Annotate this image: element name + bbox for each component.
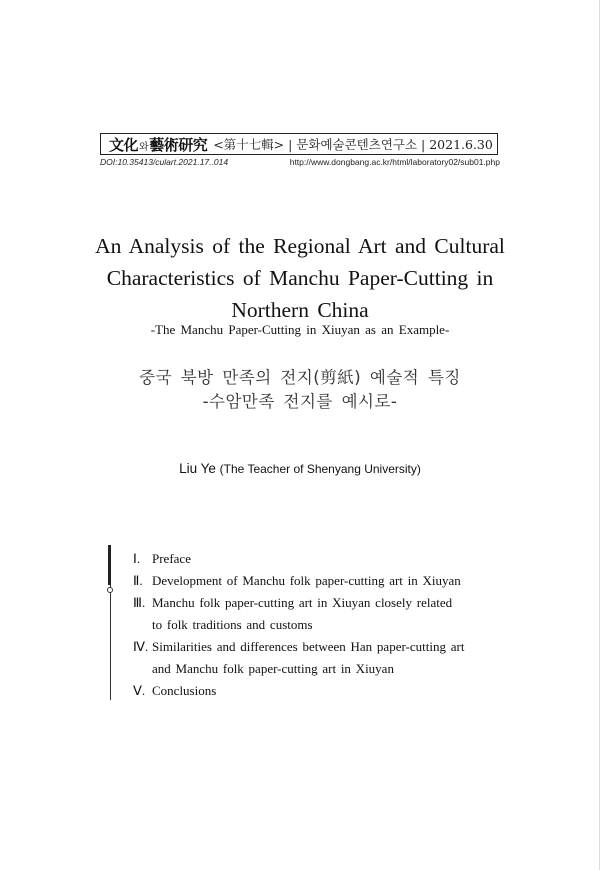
korean-subtitle-line: -수암만족 전지를 예시로- xyxy=(202,392,398,411)
toc-item xyxy=(133,680,513,702)
logo-tail: 藝術研究 xyxy=(149,135,208,154)
toc-text: Manchu folk paper-cutting art in Xiuyan closely related xyxy=(152,595,453,610)
toc-text: Preface xyxy=(152,551,191,566)
journal-issue-info: <第十七輯> | 문화예술콘텐츠연구소 | 2021.6.30 xyxy=(213,137,493,152)
toc-number: Ⅲ. xyxy=(133,595,146,610)
toc-text: Conclusions xyxy=(152,683,217,698)
journal-header xyxy=(100,133,498,155)
toc-text: Development of Manchu folk paper-cutting art in Xiuyan xyxy=(152,573,461,588)
toc-number: Ⅰ. xyxy=(133,551,141,566)
toc-number: Ⅱ. xyxy=(133,573,143,588)
toc-accent-bar xyxy=(108,545,111,585)
toc-text: and Manchu folk paper-cutting art in Xiuyan xyxy=(152,661,394,676)
title-line: Northern China xyxy=(231,298,369,322)
toc-text: Similarities and differences between Han paper-cutting art xyxy=(152,639,465,654)
korean-title-line: 중국 북방 만족의 전지(剪紙) 예술적 특징 xyxy=(139,368,461,387)
author-affiliation: (The Teacher of Shenyang University) xyxy=(219,462,421,476)
toc-item xyxy=(133,570,513,592)
paper-title xyxy=(60,230,540,326)
toc-number: Ⅴ. xyxy=(133,683,146,698)
toc-text: to folk traditions and customs xyxy=(152,617,313,632)
korean-title xyxy=(60,366,540,414)
doi-text: DOI:10.35413/culart.2021.17..014 xyxy=(100,157,229,167)
meta-row xyxy=(100,157,500,167)
journal-logo xyxy=(109,134,207,155)
table-of-contents xyxy=(133,548,513,702)
toc-marker-dot xyxy=(107,587,113,593)
title-line: An Analysis of the Regional Art and Cultural xyxy=(95,234,505,258)
paper-subtitle: -The Manchu Paper-Cutting in Xiuyan as an Example- xyxy=(150,322,450,337)
logo-connector: 와 xyxy=(139,141,149,153)
author-name: Liu Ye xyxy=(179,461,216,476)
title-line: Characteristics of Manchu Paper-Cutting in xyxy=(106,266,494,290)
toc-item xyxy=(133,592,513,636)
toc-item xyxy=(133,548,513,570)
journal-url: http://www.dongbang.ac.kr/html/laboratory02/sub01.php xyxy=(289,157,500,167)
toc-number: Ⅳ. xyxy=(133,639,149,654)
author-line xyxy=(60,461,540,476)
toc-item xyxy=(133,636,513,680)
logo-main: 文化 xyxy=(109,135,139,154)
